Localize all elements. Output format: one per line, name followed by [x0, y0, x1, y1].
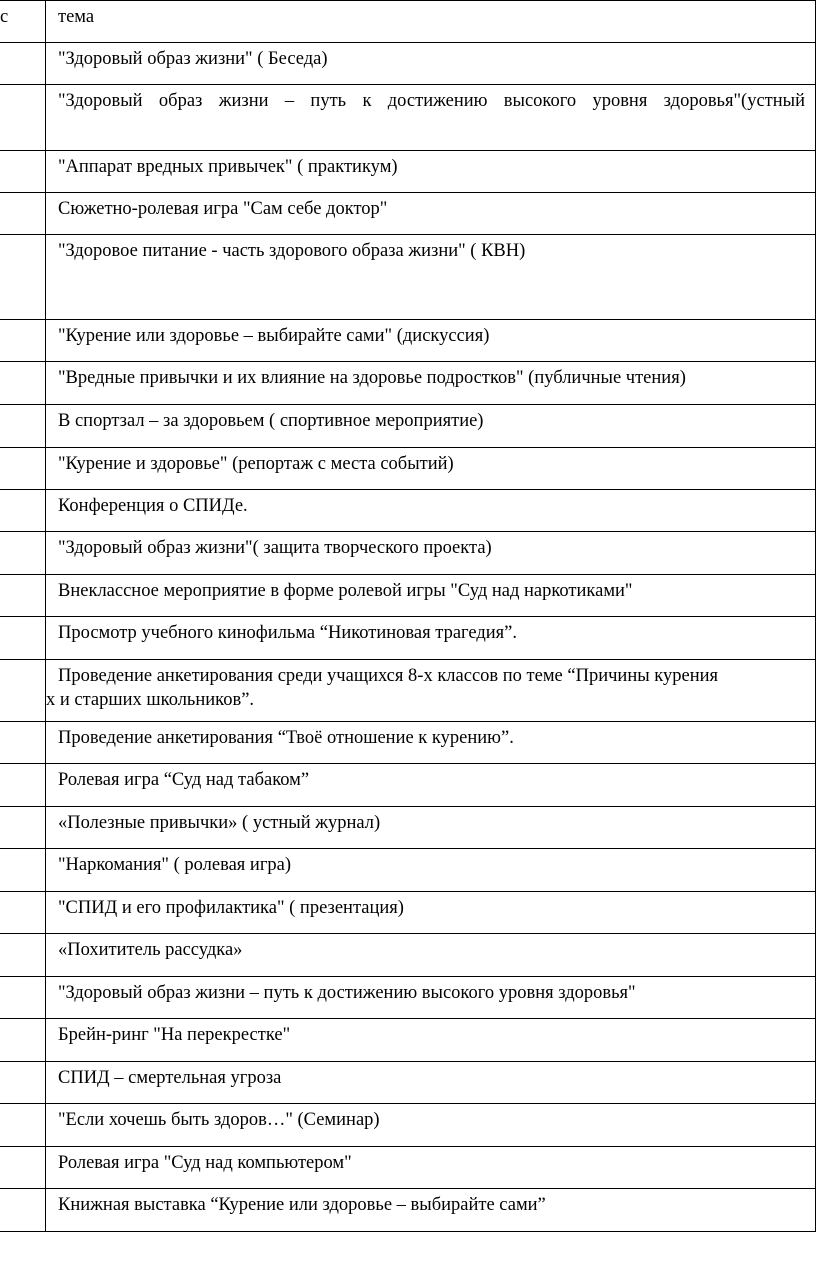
row-text: "СПИД и его профилактика" ( презентация): [58, 898, 404, 918]
row-text-continuation: х и старших школьников”.: [46, 690, 255, 710]
table-row: [0, 235, 816, 320]
table-row: [0, 490, 816, 532]
table-row: [0, 1189, 816, 1232]
row-text: Брейн-ринг "На перекрестке": [58, 1025, 291, 1045]
table-row: [0, 764, 816, 807]
table-row: [0, 151, 816, 193]
table-row: [0, 934, 816, 977]
row-text: "Курение и здоровье" (репортаж с места событий): [58, 454, 454, 474]
table-row: [0, 575, 816, 617]
row-text: Проведение анкетирования среди учащихся 8-х классов по теме “Причины курения: [58, 666, 719, 686]
table-row: [0, 320, 816, 362]
row-text: СПИД – смертельная угроза: [58, 1068, 282, 1088]
row-text: Книжная выставка “Курение или здоровье – выбирайте сами”: [58, 1195, 546, 1215]
row-text: "Здоровый образ жизни" ( Беседа): [58, 49, 328, 69]
table-row: [0, 43, 816, 85]
table-row: [0, 532, 816, 575]
row-text: Внеклассное мероприятие в форме ролевой игры "Суд над наркотиками": [58, 581, 633, 601]
row-text: "Здоровый образ жизни – путь к достижению высокого уровня здоровья"(устный: [58, 91, 805, 111]
table-row: [0, 660, 816, 722]
table-row: [0, 1019, 816, 1062]
row-text: "Аппарат вредных привычек" ( практикум): [58, 157, 398, 177]
table-row: [0, 807, 816, 849]
table-row: [0, 85, 816, 151]
table-row: [0, 1147, 816, 1189]
table-header-row: [0, 0, 816, 43]
table-row: [0, 892, 816, 934]
row-text: "Курение или здоровье – выбирайте сами" (дискуссия): [58, 326, 490, 346]
row-text: Сюжетно-ролевая игра "Сам себе доктор": [58, 199, 388, 219]
table-row: [0, 977, 816, 1019]
table-row: [0, 1062, 816, 1104]
table-row: [0, 722, 816, 764]
row-text: "Здоровый образ жизни"( защита творческого проекта): [58, 538, 492, 558]
table-row: [0, 849, 816, 892]
row-text: "Здоровое питание - часть здорового образа жизни" ( КВН): [58, 241, 526, 261]
row-text: Просмотр учебного кинофильма “Никотиновая трагедия”.: [58, 623, 518, 643]
row-text: «Похититель рассудка»: [58, 940, 243, 960]
row-text: Конференция о СПИДе.: [58, 496, 248, 516]
row-text: "Наркомания" ( ролевая игра): [58, 855, 292, 875]
row-text: "Вредные привычки и их влияние на здоровье подростков" (публичные чтения): [58, 368, 686, 388]
table-row: [0, 193, 816, 235]
row-text: "Если хочешь быть здоров…" (Семинар): [58, 1110, 380, 1130]
header-col1: с: [0, 7, 9, 27]
table-row: [0, 448, 816, 490]
table-row: [0, 405, 816, 448]
row-text: В спортзал – за здоровьем ( спортивное мероприятие): [58, 411, 484, 431]
row-text: Ролевая игра "Суд над компьютером": [58, 1153, 352, 1173]
row-text: «Полезные привычки» ( устный журнал): [58, 813, 381, 833]
table-row: [0, 362, 816, 405]
row-text: "Здоровый образ жизни – путь к достижению высокого уровня здоровья": [58, 983, 636, 1003]
table-row: [0, 617, 816, 660]
table-row: [0, 1104, 816, 1147]
row-text: Проведение анкетирования “Твоё отношение к курению”.: [58, 728, 514, 748]
header-col2: тема: [58, 7, 95, 27]
row-text: Ролевая игра “Суд над табаком”: [58, 770, 310, 790]
